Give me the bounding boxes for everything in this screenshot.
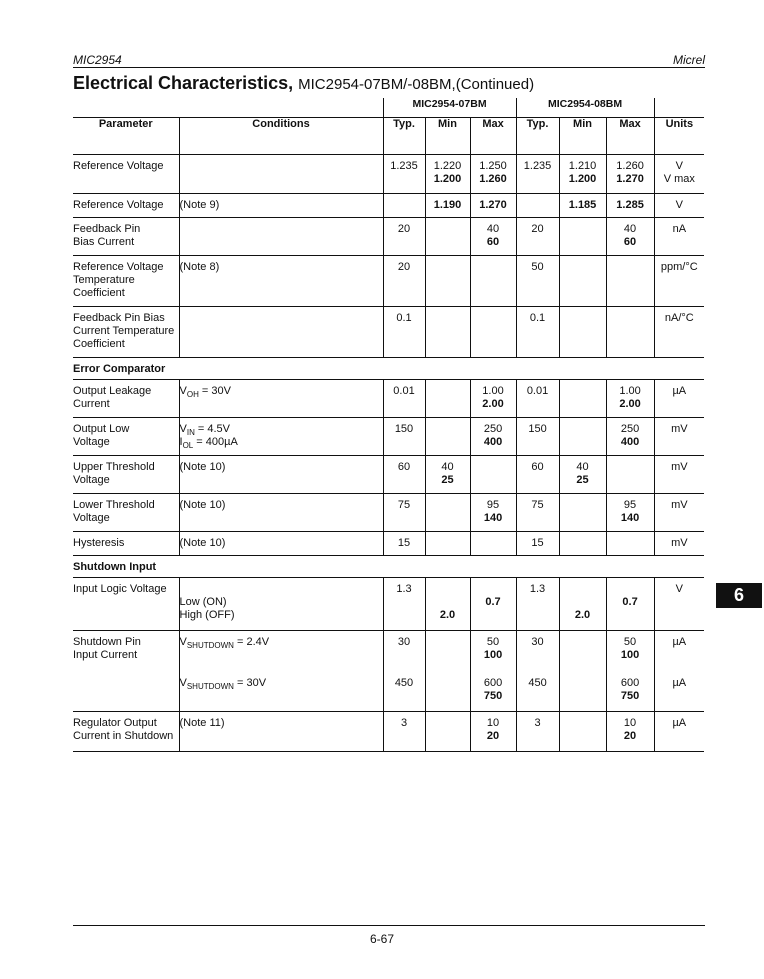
cond-cell: (Note 10): [179, 532, 383, 556]
group-08bm: MIC2954-08BM: [516, 98, 654, 118]
max-b-cell: [606, 456, 654, 494]
typ-a-cell: 3: [383, 712, 425, 752]
col-min-b: Min: [559, 118, 606, 155]
param-cell: Shutdown Pin Input Current: [73, 631, 179, 712]
typ-b-cell: 1.235: [516, 155, 559, 194]
title-sub: MIC2954-07BM/-08BM,(Continued): [298, 76, 535, 93]
typ-b-cell: 60: [516, 456, 559, 494]
typ-a-cell: 450: [383, 672, 425, 712]
max-b-cell: 600 750: [606, 672, 654, 712]
max-b-cell: 50 100: [606, 631, 654, 672]
max-a-cell: 50 100: [470, 631, 516, 672]
typ-a-cell: 15: [383, 532, 425, 556]
col-typ-a: Typ.: [383, 118, 425, 155]
param-cell: Reference Voltage Temperature Coefficient: [73, 261, 164, 299]
param-cell: Reference Voltage: [73, 199, 164, 211]
cond-cell: (Note 9): [179, 194, 383, 218]
units-cell: mV: [654, 418, 704, 456]
cond-cell: [179, 155, 383, 194]
cond-cell: [179, 307, 383, 358]
min-a-cell: [425, 631, 470, 672]
page-title: [73, 73, 534, 94]
units-cell: ppm/°C: [654, 256, 704, 307]
max-a-cell: [470, 532, 516, 556]
typ-b-cell: 75: [516, 494, 559, 532]
units-cell: µA: [654, 380, 704, 418]
cond-cell: $V_{SHUTDOWN} = 30V$: [179, 672, 383, 712]
table-row: [73, 256, 704, 307]
section-heading: Shutdown Input: [73, 556, 704, 578]
col-min-a: Min: [425, 118, 470, 155]
cond-cell: Low (ON) High (OFF): [179, 578, 383, 631]
param-cell: Output Leakage Current: [73, 385, 152, 410]
typ-a-cell: 0.01: [383, 380, 425, 418]
col-conditions: Conditions: [179, 118, 383, 155]
min-a-cell: [425, 256, 470, 307]
max-b-cell: 95 140: [606, 494, 654, 532]
typ-a-cell: 20: [383, 256, 425, 307]
min-a-cell: [425, 307, 470, 358]
max-a-cell: 40 60: [470, 218, 516, 256]
col-parameter: Parameter: [73, 118, 179, 155]
param-cell: Feedback Pin Bias Current: [73, 223, 141, 248]
units-cell: µA: [654, 631, 704, 672]
min-b-cell: 2.0: [559, 578, 606, 631]
max-a-cell: 95 140: [470, 494, 516, 532]
cond-cell: $V_{IN} = 4.5V$ $I_{OL} = 400\mu A$: [179, 418, 383, 456]
col-max-a: Max: [470, 118, 516, 155]
max-b-cell: 1.260 1.270: [606, 155, 654, 194]
max-b-cell: 40 60: [606, 218, 654, 256]
table-row: [73, 456, 704, 494]
units-cell: nA: [654, 218, 704, 256]
min-a-cell: 1.220 1.200: [425, 155, 470, 194]
max-b-cell: [606, 307, 654, 358]
min-a-cell: [425, 672, 470, 712]
param-cell: Input Logic Voltage: [73, 583, 167, 595]
min-a-cell: [425, 418, 470, 456]
typ-b-cell: 15: [516, 532, 559, 556]
typ-b-cell: 450: [516, 672, 559, 712]
param-cell: Reference Voltage: [73, 160, 164, 172]
min-b-cell: [559, 380, 606, 418]
typ-b-cell: 0.01: [516, 380, 559, 418]
table-row: [73, 155, 704, 194]
typ-a-cell: 0.1: [383, 307, 425, 358]
col-typ-b: Typ.: [516, 118, 559, 155]
param-cell: Output Low Voltage: [73, 423, 130, 448]
section-shutdown-input: [73, 556, 704, 578]
section-error-comparator: [73, 358, 704, 380]
typ-a-cell: 20: [383, 218, 425, 256]
typ-b-cell: 0.1: [516, 307, 559, 358]
units-cell: V: [654, 578, 704, 631]
units-cell: V V max: [654, 155, 704, 194]
min-a-cell: 1.190: [425, 194, 470, 218]
units-cell: µA: [654, 712, 704, 752]
units-cell: V: [654, 194, 704, 218]
electrical-characteristics-table: [73, 98, 704, 752]
group-07bm: MIC2954-07BM: [383, 98, 516, 118]
title-main: Electrical Characteristics,: [73, 73, 294, 93]
min-a-cell: [425, 380, 470, 418]
section-tab: 6: [716, 583, 762, 608]
min-a-cell: [425, 532, 470, 556]
typ-a-cell: 30: [383, 631, 425, 672]
min-a-cell: [425, 712, 470, 752]
typ-b-cell: 150: [516, 418, 559, 456]
min-a-cell: [425, 218, 470, 256]
max-b-cell: 10 20: [606, 712, 654, 752]
max-b-cell: [606, 532, 654, 556]
units-cell: mV: [654, 494, 704, 532]
max-b-cell: 1.00 2.00: [606, 380, 654, 418]
min-b-cell: [559, 218, 606, 256]
min-b-cell: [559, 532, 606, 556]
typ-a-cell: 1.235: [383, 155, 425, 194]
min-a-cell: 2.0: [425, 578, 470, 631]
min-b-cell: [559, 712, 606, 752]
min-b-cell: [559, 256, 606, 307]
max-a-cell: [470, 456, 516, 494]
footer-rule: [73, 925, 705, 926]
typ-a-cell: 75: [383, 494, 425, 532]
typ-a-cell: 1.3: [383, 578, 425, 631]
table-row: [73, 578, 704, 631]
max-b-cell: 250 400: [606, 418, 654, 456]
cond-cell: [179, 218, 383, 256]
typ-b-cell: 1.3: [516, 578, 559, 631]
min-b-cell: 1.185: [559, 194, 606, 218]
max-b-cell: [606, 256, 654, 307]
units-cell: nA/°C: [654, 307, 704, 358]
max-a-cell: 0.7: [470, 578, 516, 631]
cond-cell: $V_{SHUTDOWN} = 2.4V$: [179, 631, 383, 672]
min-b-cell: [559, 494, 606, 532]
running-header-part: MIC2954: [73, 53, 122, 67]
table-row: [73, 532, 704, 556]
typ-b-cell: [516, 194, 559, 218]
table-row: [73, 380, 704, 418]
table-row: [73, 631, 704, 672]
min-a-cell: 40 25: [425, 456, 470, 494]
running-header-company: Micrel: [673, 53, 705, 67]
max-a-cell: 250 400: [470, 418, 516, 456]
max-a-cell: [470, 307, 516, 358]
column-header-row: [73, 118, 704, 155]
param-cell: Upper Threshold Voltage: [73, 461, 155, 486]
max-a-cell: 1.270: [470, 194, 516, 218]
table-row: [73, 418, 704, 456]
min-b-cell: 40 25: [559, 456, 606, 494]
min-b-cell: 1.210 1.200: [559, 155, 606, 194]
typ-b-cell: 30: [516, 631, 559, 672]
max-b-cell: 0.7: [606, 578, 654, 631]
param-cell: Regulator Output Current in Shutdown: [73, 717, 174, 742]
max-a-cell: 600 750: [470, 672, 516, 712]
table-row: [73, 494, 704, 532]
typ-a-cell: [383, 194, 425, 218]
col-units: Units: [654, 118, 704, 155]
units-cell: mV: [654, 532, 704, 556]
section-heading: Error Comparator: [73, 358, 704, 380]
typ-b-cell: 50: [516, 256, 559, 307]
max-a-cell: 10 20: [470, 712, 516, 752]
min-b-cell: [559, 672, 606, 712]
max-a-cell: 1.00 2.00: [470, 380, 516, 418]
max-a-cell: 1.250 1.260: [470, 155, 516, 194]
typ-a-cell: 60: [383, 456, 425, 494]
units-cell: µA: [654, 672, 704, 712]
typ-a-cell: 150: [383, 418, 425, 456]
typ-b-cell: 20: [516, 218, 559, 256]
cond-cell: (Note 10): [179, 456, 383, 494]
col-max-b: Max: [606, 118, 654, 155]
param-cell: Lower Threshold Voltage: [73, 499, 155, 524]
param-cell: Hysteresis: [73, 537, 125, 549]
param-cell: Feedback Pin Bias Current Temperature Coefficient: [73, 312, 175, 350]
page-number: 6-67: [369, 932, 395, 946]
cond-cell: (Note 11): [179, 712, 383, 752]
table-row: [73, 218, 704, 256]
max-b-cell: 1.285: [606, 194, 654, 218]
table-row: [73, 712, 704, 752]
min-b-cell: [559, 631, 606, 672]
min-a-cell: [425, 494, 470, 532]
typ-b-cell: 3: [516, 712, 559, 752]
min-b-cell: [559, 307, 606, 358]
table-row: [73, 307, 704, 358]
group-header-row: [73, 98, 704, 118]
units-cell: mV: [654, 456, 704, 494]
cond-cell: $V_{OH} = 30V$: [179, 380, 383, 418]
table-row: [73, 194, 704, 218]
min-b-cell: [559, 418, 606, 456]
header-rule: [73, 67, 705, 68]
cond-cell: (Note 10): [179, 494, 383, 532]
max-a-cell: [470, 256, 516, 307]
cond-cell: (Note 8): [179, 256, 383, 307]
